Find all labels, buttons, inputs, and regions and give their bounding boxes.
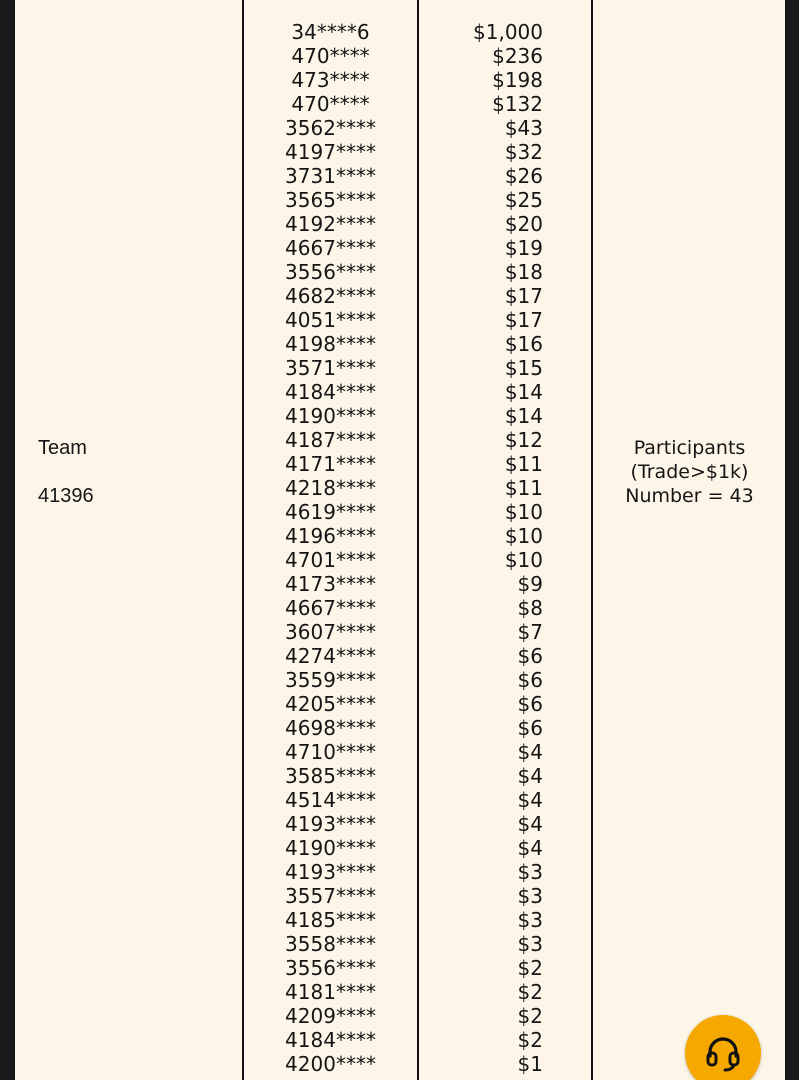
amount-cell: $2 — [517, 1004, 543, 1028]
amount-cell: $4 — [517, 836, 543, 860]
uid-cell: 3556**** — [285, 956, 376, 980]
uid-cell: 3558**** — [285, 932, 376, 956]
uid-cell: 4667**** — [285, 596, 376, 620]
amount-cell: $11 — [504, 452, 543, 476]
uid-cell: 4181**** — [285, 980, 376, 1004]
amount-cell: $26 — [504, 164, 543, 188]
amount-cell: $17 — [504, 284, 543, 308]
uid-cell: 4193**** — [285, 860, 376, 884]
amount-cell: $198 — [492, 68, 543, 92]
amount-cell: $2 — [517, 956, 543, 980]
amount-column — [418, 20, 592, 1076]
uid-cell: 4200**** — [285, 1052, 376, 1076]
team-label: Team — [38, 437, 87, 459]
amount-cell: $20 — [504, 212, 543, 236]
uid-cell: 4196**** — [285, 524, 376, 548]
amount-cell: $132 — [492, 92, 543, 116]
amount-cell: $14 — [504, 380, 543, 404]
amount-cell: $16 — [504, 332, 543, 356]
uid-cell: 4190**** — [285, 836, 376, 860]
uid-cell: 3585**** — [285, 764, 376, 788]
results-table — [14, 0, 786, 1080]
amount-cell: $6 — [517, 668, 543, 692]
amount-cell: $19 — [504, 236, 543, 260]
uid-cell: 4197**** — [285, 140, 376, 164]
amount-cell: $6 — [517, 716, 543, 740]
amount-cell: $2 — [517, 980, 543, 1004]
uid-cell: 3562**** — [285, 116, 376, 140]
uid-cell: 4710**** — [285, 740, 376, 764]
uid-cell: 4198**** — [285, 332, 376, 356]
uid-cell: 4667**** — [285, 236, 376, 260]
uid-cell: 4184**** — [285, 380, 376, 404]
uid-cell: 4274**** — [285, 644, 376, 668]
amount-cell: $2 — [517, 1028, 543, 1052]
uid-cell: 4701**** — [285, 548, 376, 572]
uid-cell: 3556**** — [285, 260, 376, 284]
uid-cell: 3559**** — [285, 668, 376, 692]
participants-note — [592, 436, 787, 508]
amount-cell: $4 — [517, 764, 543, 788]
uid-cell: 3731**** — [285, 164, 376, 188]
uid-cell: 4051**** — [285, 308, 376, 332]
uid-cell: 4171**** — [285, 452, 376, 476]
amount-cell: $25 — [504, 188, 543, 212]
amount-cell: $17 — [504, 308, 543, 332]
uid-cell: 4682**** — [285, 284, 376, 308]
uid-cell: 3557**** — [285, 884, 376, 908]
uid-cell: 3571**** — [285, 356, 376, 380]
uid-cell: 4193**** — [285, 812, 376, 836]
amount-cell: $236 — [492, 44, 543, 68]
headset-icon — [702, 1032, 744, 1074]
amount-cell: $10 — [504, 548, 543, 572]
amount-cell: $1,000 — [473, 20, 543, 44]
amount-cell: $12 — [504, 428, 543, 452]
amount-cell: $4 — [517, 788, 543, 812]
amount-cell: $9 — [517, 572, 543, 596]
amount-cell: $10 — [504, 500, 543, 524]
uid-cell: 4209**** — [285, 1004, 376, 1028]
participants-count: Number = 43 — [625, 485, 754, 507]
uid-cell: 34****6 — [291, 20, 370, 44]
uid-cell: 4205**** — [285, 692, 376, 716]
amount-cell: $11 — [504, 476, 543, 500]
amount-cell: $15 — [504, 356, 543, 380]
uid-cell: 4218**** — [285, 476, 376, 500]
amount-cell: $3 — [517, 884, 543, 908]
uid-cell: 4190**** — [285, 404, 376, 428]
uid-cell: 4619**** — [285, 500, 376, 524]
amount-cell: $7 — [517, 620, 543, 644]
amount-cell: $6 — [517, 644, 543, 668]
amount-cell: $8 — [517, 596, 543, 620]
uid-cell: 4698**** — [285, 716, 376, 740]
uid-cell: 4192**** — [285, 212, 376, 236]
amount-cell: $43 — [504, 116, 543, 140]
amount-cell: $6 — [517, 692, 543, 716]
amount-cell: $4 — [517, 740, 543, 764]
uid-column — [243, 20, 418, 1076]
amount-cell: $18 — [504, 260, 543, 284]
team-id: 41396 — [38, 485, 94, 507]
uid-cell: 4173**** — [285, 572, 376, 596]
amount-cell: $4 — [517, 812, 543, 836]
team-column — [15, 0, 243, 1080]
uid-cell: 470**** — [291, 92, 370, 116]
uid-cell: 3565**** — [285, 188, 376, 212]
amount-cell: $3 — [517, 908, 543, 932]
uid-cell: 4184**** — [285, 1028, 376, 1052]
uid-cell: 4187**** — [285, 428, 376, 452]
participants-label: Participants — [633, 437, 746, 459]
amount-cell: $3 — [517, 860, 543, 884]
uid-cell: 473**** — [291, 68, 370, 92]
amount-cell: $32 — [504, 140, 543, 164]
amount-cell: $14 — [504, 404, 543, 428]
amount-cell: $10 — [504, 524, 543, 548]
uid-cell: 470**** — [291, 44, 370, 68]
amount-cell: $3 — [517, 932, 543, 956]
uid-cell: 4185**** — [285, 908, 376, 932]
uid-cell: 4514**** — [285, 788, 376, 812]
amount-cell: $1 — [517, 1052, 543, 1076]
participants-condition: (Trade>$1k) — [630, 461, 749, 483]
uid-cell: 3607**** — [285, 620, 376, 644]
